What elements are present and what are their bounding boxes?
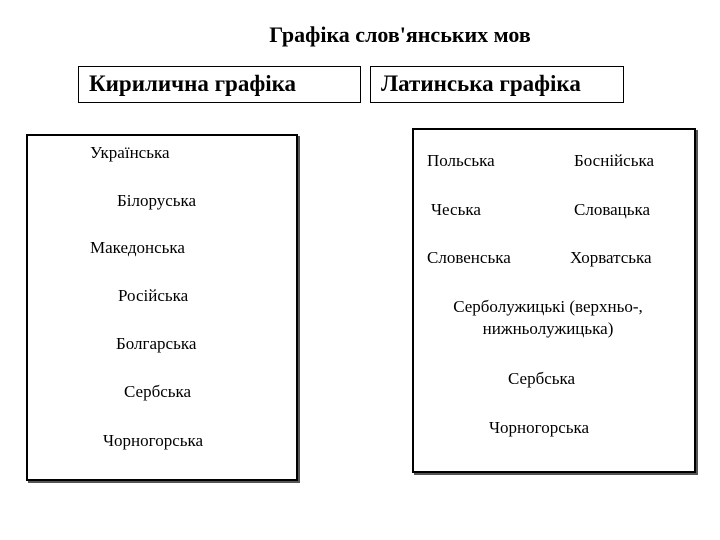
language-montenegrin-cyrillic: Чорногорська bbox=[103, 431, 204, 450]
language-sorbian-line2: нижньолужицька) bbox=[482, 319, 614, 338]
language-ukrainian: Українська bbox=[90, 143, 170, 162]
language-slovak: Словацька bbox=[574, 200, 651, 219]
language-montenegrin-latin: Чорногорська bbox=[489, 418, 590, 437]
language-czech: Чеська bbox=[431, 200, 481, 219]
cyrillic-languages-panel bbox=[26, 134, 298, 481]
language-serbian-cyrillic: Сербська bbox=[124, 382, 192, 401]
latin-header: Латинська графіка bbox=[370, 66, 624, 103]
language-polish: Польська bbox=[427, 151, 495, 170]
language-russian: Російська bbox=[118, 286, 189, 305]
language-slovenian: Словенська bbox=[427, 248, 511, 267]
language-belarusian: Білоруська bbox=[117, 191, 197, 210]
language-sorbian-line1: Серболужицькі (верхньо-, bbox=[453, 297, 643, 316]
language-bulgarian: Болгарська bbox=[116, 334, 197, 353]
language-bosnian: Боснійська bbox=[574, 151, 654, 170]
language-macedonian: Македонська bbox=[90, 238, 185, 257]
cyrillic-header: Кирилична графіка bbox=[78, 66, 361, 103]
language-croatian: Хорватська bbox=[570, 248, 652, 267]
diagram-title: Графіка слов'янських мов bbox=[269, 22, 531, 47]
language-serbian-latin: Сербська bbox=[508, 369, 576, 388]
